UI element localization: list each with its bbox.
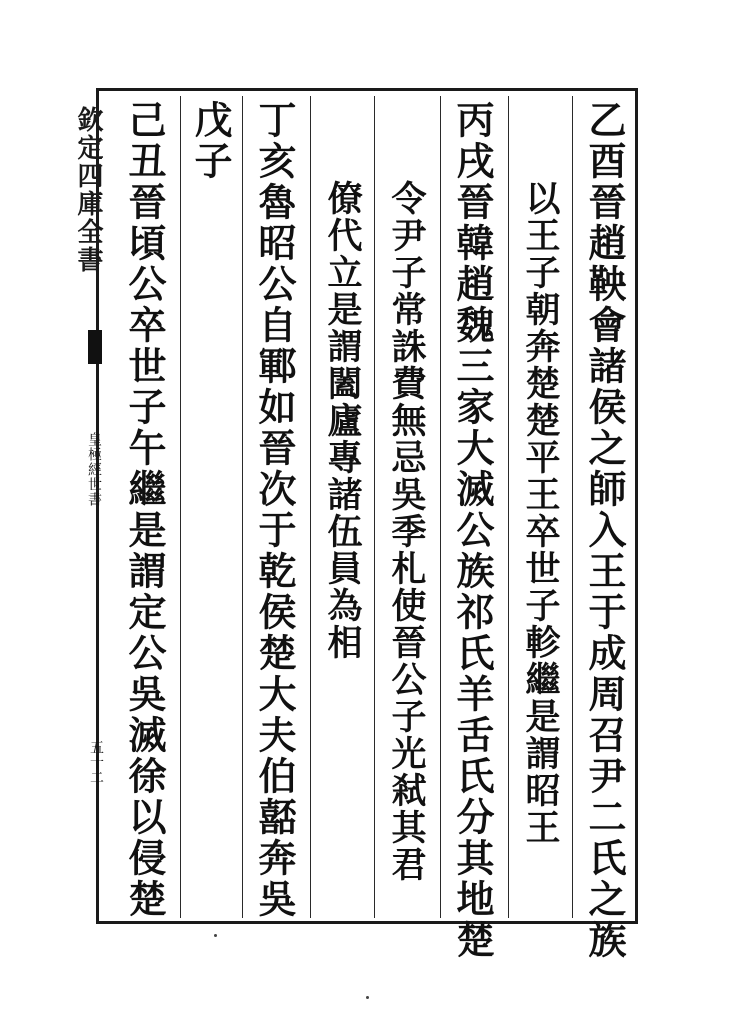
text-column-3: 丙戌晉韓趙魏三家大滅公族祁氏羊舌氏分其地楚 [450, 100, 495, 961]
column-rule [310, 96, 311, 918]
margin-book-title: 皇極經世書 [86, 432, 102, 507]
column-rule [508, 96, 509, 918]
text-column-5: 僚代立是謂闔廬專諸伍員為相 [322, 180, 363, 661]
text-column-1: 乙酉晉趙鞅會諸侯之師入王于成周召尹二氏之族 [582, 100, 627, 961]
text-column-6: 丁亥魯昭公自鄆如晉次于乾侯楚大夫伯嚭奔吳 [252, 100, 297, 920]
text-column-8: 己丑晉頃公卒世子午繼是謂定公吳滅徐以侵楚 [122, 100, 167, 920]
column-rule [180, 96, 181, 918]
column-rule [440, 96, 441, 918]
margin-title: 欽定四庫全書 [73, 106, 103, 274]
column-rule [572, 96, 573, 918]
column-rule [242, 96, 243, 918]
paper-speck [366, 996, 369, 999]
fish-tail-mark [88, 330, 102, 364]
column-rule [374, 96, 375, 918]
text-column-7: 戊子 [188, 100, 233, 182]
text-column-2: 以王子朝奔楚楚平王卒世子軫繼是謂昭王 [520, 180, 561, 846]
margin-page-number: 五十二 [88, 740, 104, 785]
paper-speck [214, 934, 217, 937]
text-column-4: 令尹子常誅費無忌吳季札使晉公子光弒其君 [386, 180, 427, 883]
